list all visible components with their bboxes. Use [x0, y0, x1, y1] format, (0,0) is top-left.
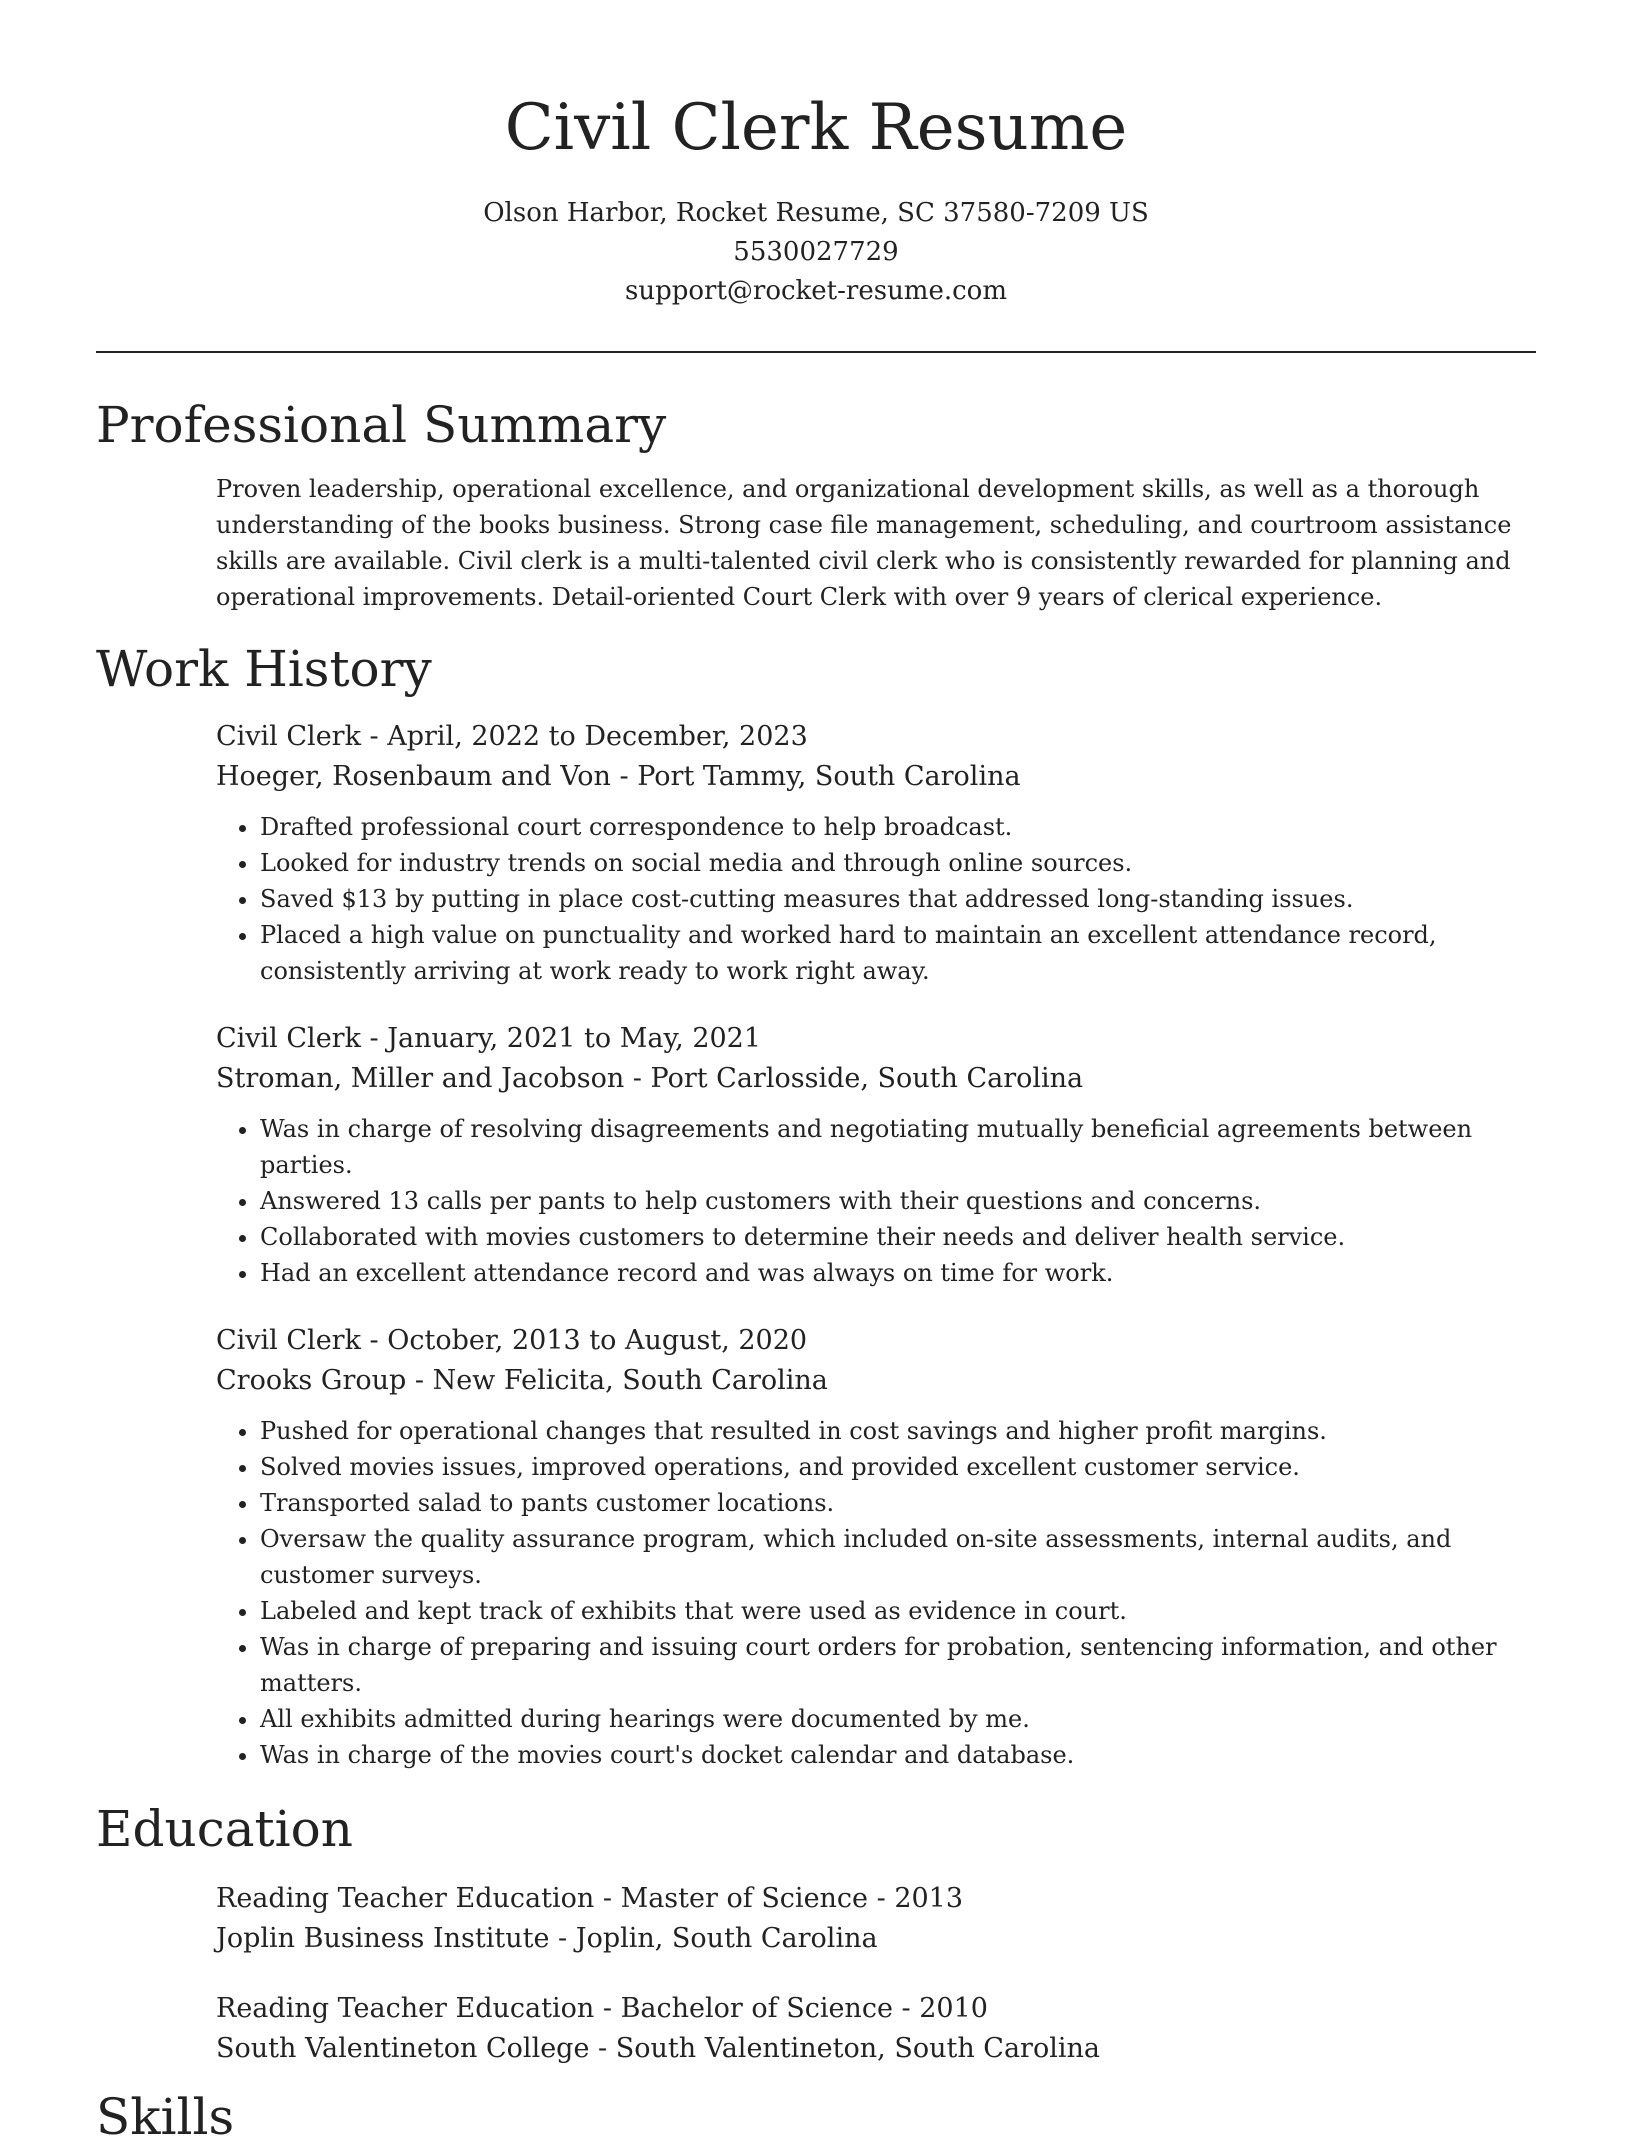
job-bullets [216, 1413, 1536, 1773]
job-entry [216, 1019, 1536, 1291]
contact-address: Olson Harbor, Rocket Resume, SC 37580-7209 US [483, 198, 1149, 228]
contact-email: support@rocket-resume.com [624, 276, 1007, 306]
job-bullet: • All exhibits admitted during hearings were documented by me. [260, 1701, 1536, 1737]
resume-page [96, 0, 1536, 2149]
job-employer-line: Stroman, Miller and Jacobson - Port Carlosside, South Carolina [216, 1063, 1084, 1094]
job-bullet: • Answered 13 calls per pants to help customers with their questions and concerns. [260, 1183, 1536, 1219]
job-bullet: • Saved $13 by putting in place cost-cutting measures that addressed long-standing issues. [260, 881, 1536, 917]
job-bullet: • Was in charge of preparing and issuing court orders for probation, sentencing information, and other matters. [260, 1629, 1536, 1701]
skills-section [96, 2085, 1536, 2149]
job-employer-line: Hoeger, Rosenbaum and Von - Port Tammy, South Carolina [216, 761, 1021, 792]
work-history-heading: Work History [96, 640, 432, 698]
job-bullet: • Had an excellent attendance record and was always on time for work. [260, 1255, 1536, 1291]
job-bullets [216, 809, 1536, 989]
job-title-line: Civil Clerk - October, 2013 to August, 2020 [216, 1325, 808, 1356]
education-heading: Education [96, 1800, 353, 1858]
job-bullet: • Looked for industry trends on social media and through online sources. [260, 845, 1536, 881]
job-bullet: • Pushed for operational changes that resulted in cost savings and higher profit margins. [260, 1413, 1536, 1449]
header-divider [96, 351, 1536, 353]
degree-line: Reading Teacher Education - Master of Science - 2013 [216, 1883, 964, 1914]
education-section [96, 1797, 1536, 2069]
resume-title: Civil Clerk Resume [504, 91, 1128, 165]
job-bullet: • Was in charge of resolving disagreements and negotiating mutually beneficial agreements between parties. [260, 1111, 1536, 1183]
job-title-line: Civil Clerk - January, 2021 to May, 2021 [216, 1023, 762, 1054]
job-bullet: • Labeled and kept track of exhibits that were used as evidence in court. [260, 1593, 1536, 1629]
school-line: Joplin Business Institute - Joplin, South Carolina [216, 1923, 878, 1954]
school-line: South Valentineton College - South Valentineton, South Carolina [216, 2033, 1100, 2064]
education-entry [216, 1879, 1536, 1959]
contact-phone: 5530027729 [733, 237, 899, 267]
job-entry [216, 1321, 1536, 1773]
skills-heading: Skills [96, 2088, 235, 2146]
work-history-section [96, 637, 1536, 1773]
education-entry [216, 1989, 1536, 2069]
job-bullet: • Placed a high value on punctuality and worked hard to maintain an excellent attendance record, consistently arriving at work ready to work right away. [260, 917, 1536, 989]
summary-section [96, 393, 1536, 615]
job-bullet: • Collaborated with movies customers to determine their needs and deliver health service. [260, 1219, 1536, 1255]
job-bullet: • Transported salad to pants customer locations. [260, 1485, 1536, 1521]
job-entry [216, 717, 1536, 989]
summary-heading: Professional Summary [96, 396, 667, 454]
summary-text: Proven leadership, operational excellence, and organizational development skills, as well as a thorough understanding of the books business. Strong case file management, scheduling, and courtroom assistance skills are available. Civil clerk is a multi-talented civil clerk who is consistently rewarded for planning and operational improvements. Detail-oriented Court Clerk with over 9 years of clerical experience. [216, 475, 1512, 611]
job-bullets [216, 1111, 1536, 1291]
job-bullet: • Solved movies issues, improved operations, and provided excellent customer service. [260, 1449, 1536, 1485]
job-bullet: • Oversaw the quality assurance program, which included on-site assessments, internal audits, and customer surveys. [260, 1521, 1536, 1593]
resume-header [96, 0, 1536, 311]
job-bullet: • Was in charge of the movies court's docket calendar and database. [260, 1737, 1536, 1773]
degree-line: Reading Teacher Education - Bachelor of Science - 2010 [216, 1993, 988, 2024]
job-employer-line: Crooks Group - New Felicita, South Carolina [216, 1365, 828, 1396]
job-title-line: Civil Clerk - April, 2022 to December, 2023 [216, 721, 808, 752]
contact-block [96, 194, 1536, 311]
job-bullet: • Drafted professional court correspondence to help broadcast. [260, 809, 1536, 845]
